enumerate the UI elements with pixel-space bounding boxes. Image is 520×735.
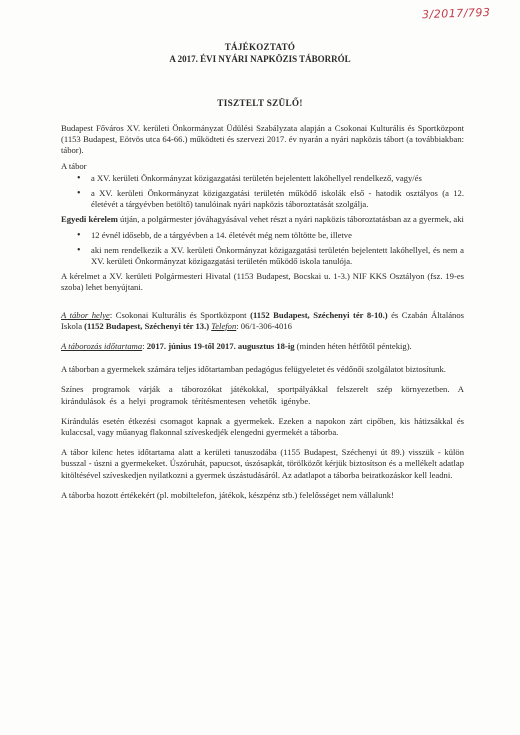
- programs-paragraph: Színes programok várják a táborozókat játékokkal, sportpályákkal felszerelt szép környezetben. A kirándulások és a helyi programok térítésmentesen vehetők igénybe.: [61, 384, 464, 406]
- location-address-1: (1152 Budapest, Széchenyi tér 8-10.): [250, 309, 388, 320]
- location-paragraph: [61, 310, 464, 332]
- list-item: • a XV. kerületi Önkormányzat közigazgatási területén bejelentett lakóhellyel rendelkező, vagy/és: [91, 173, 464, 184]
- special-request-paragraph: [61, 214, 464, 225]
- camp-lead: A tábor: [61, 160, 87, 171]
- submit-paragraph: A kérelmet a XV. kerületi Polgármesteri Hivatal (1153 Budapest, Bocskai u. 1-3.) NIF KKS Osztályon (fsz. 19-es szoba) lehet benyújtani.: [61, 271, 464, 293]
- duration-separator: :: [142, 341, 147, 352]
- location-label: A tábor helye: [61, 309, 110, 320]
- special-list: [61, 230, 464, 268]
- title-line-1: TÁJÉKOZTATÓ: [224, 42, 296, 52]
- location-text-2: és Czabán Általános Iskola: [61, 309, 464, 331]
- list-item: • 12 évnél idősebb, de a tárgyévben a 14. életévét még nem töltötte be, illetve: [91, 230, 464, 241]
- excursion-paragraph: Kirándulás esetén étkezési csomagot kapnak a gyermekek. Ezeken a napokon zárt cipőben, kis hátizsákkal és kulaccsal, vagy műanyag flakonnal szíveskedjék elengedni gyermekét a táborba.: [61, 415, 464, 438]
- location-text: : Csokonai Kulturális és Sportközpont: [109, 309, 251, 320]
- liability-paragraph: A táborba hozott értékekért (pl. mobiltelefon, játékok, készpénz stb.) felelősséget nem vállalunk!: [61, 489, 394, 500]
- intro-paragraph: Budapest Főváros XV. kerületi Önkormányzat Üdülési Szabályzata alapján a Csokonai Kulturális és Sportközpont (1153 Budapest, Eötvös utca 64-66.) működteti és szervezi 2017. év nyarán a nyári napközis tábort (a továbbiakban: tábor).: [61, 123, 464, 156]
- duration-text: (minden héten hétfőtől péntekig).: [294, 341, 412, 352]
- greeting: TISZTELT SZÜLŐ!: [217, 98, 303, 108]
- special-request-text: útján, a polgármester jóváhagyásával vehet részt a nyári napközis táboroztatásban az a gyermek, aki: [117, 214, 464, 225]
- handwritten-reference: 3/2017/793: [421, 5, 491, 22]
- duration-label: A táborozás időtartama: [61, 341, 143, 352]
- camp-list: [61, 173, 464, 211]
- phone-number: : 06/1-306-4016: [236, 320, 292, 331]
- duration-paragraph: [61, 341, 464, 352]
- special-request-bold: Egyedi kérelem: [61, 214, 118, 225]
- title-line-2: A 2017. ÉVI NYÁRI NAPKÖZIS TÁBORRÓL: [169, 54, 351, 65]
- supervision-paragraph: A táborban a gyermekek számára teljes időtartamban pedagógus felügyeletet és védőnői szolgálatot biztosítunk.: [61, 364, 446, 375]
- document-body: [61, 123, 464, 501]
- list-item: • a XV. kerületi Önkormányzat közigazgatási területén működő iskolák első - hatodik osztályos (a 12. életévét a tárgyévben betöltő) tanulóinak nyári napközis táboroztatását szolgálja.: [91, 188, 464, 210]
- swimming-paragraph: A tábor kilenc hetes időtartama alatt a kerületi tanuszodába (1155 Budapest, Széchenyi út 89.) visszük - külön busszal - úszni a gyermekeket. Úszóruhát, papucsot, úszósapkát, törölközőt kérjük biztosítson és a mellékelt adatlap kitöltésével szíveskedjen nyilatkozni a gyermek úszástudásáról. Az adatlapot a táborba beiratkozáskor kell leadni.: [61, 447, 464, 480]
- duration-dates: 2017. június 19-től 2017. augusztus 18-ig: [146, 341, 295, 352]
- phone-label: Telefon: [211, 320, 237, 331]
- location-address-2: (1152 Budapest, Széchenyi tér 13.): [84, 320, 210, 331]
- document-title: [0, 42, 520, 65]
- list-item: • aki nem rendelkezik a XV. kerületi Önkormányzat közigazgatási területén bejelentett lakóhellyel, és nem a XV. kerületi Önkormányzat közigazgatási területén működő iskola tanulója.: [91, 245, 464, 267]
